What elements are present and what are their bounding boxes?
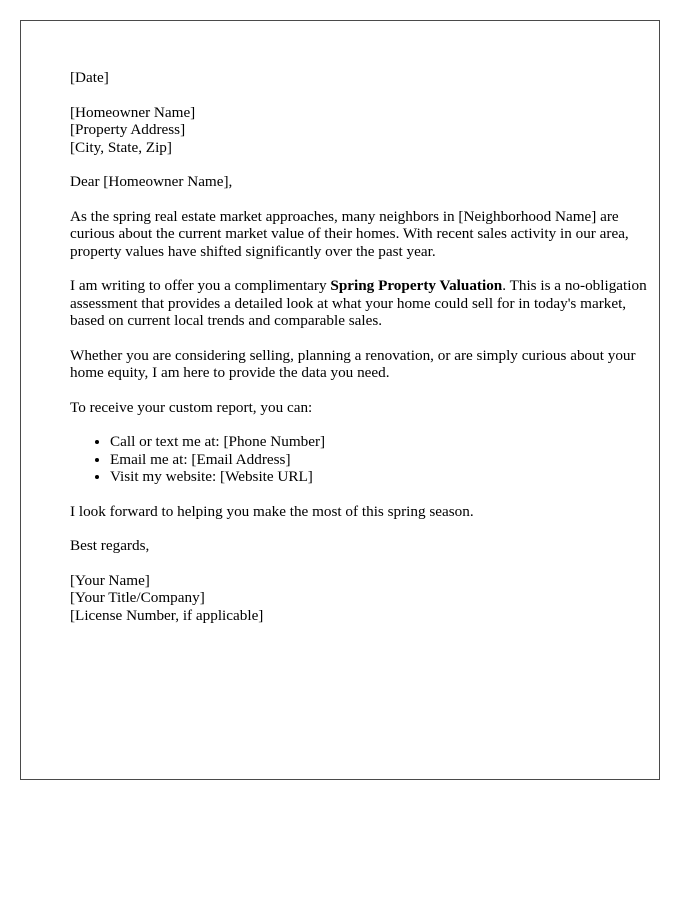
contact-methods-list xyxy=(70,433,660,486)
sender-name: [Your Name] xyxy=(70,571,150,589)
closing-paragraph: I look forward to helping you make the most of this spring season. xyxy=(70,502,474,520)
recipient-name: [Homeowner Name] xyxy=(70,103,196,121)
recipient-property-address: [Property Address] xyxy=(70,121,186,138)
recipient-address-block xyxy=(70,104,660,157)
sender-license: [License Number, if applicable] xyxy=(70,606,264,624)
salutation: Dear [Homeowner Name], xyxy=(70,173,233,190)
paragraph-market-intro: As the spring real estate market approaches, many neighbors in [Neighborhood Name] are curious about the current market value of their homes. With recent sales activity in our area, property values have shifted significantly over the past year. xyxy=(70,207,629,260)
offer-highlight: Spring Property Valuation xyxy=(330,277,503,294)
recipient-city-state-zip: [City, State, Zip] xyxy=(70,138,172,156)
paragraph-report-intro: To receive your custom report, you can: xyxy=(70,398,313,416)
contact-phone-item: • Call or text me at: [Phone Number] xyxy=(110,433,660,451)
paragraph-reasons: Whether you are considering selling, planning a renovation, or are simply curious about your home equity, I am here to provide the data you need. xyxy=(70,346,636,381)
contact-email-item: • Email me at: [Email Address] xyxy=(110,451,660,469)
sender-title-company: [Your Title/Company] xyxy=(70,589,205,606)
paragraph-offer xyxy=(70,277,660,330)
signature-block xyxy=(70,572,660,625)
letter-content xyxy=(70,69,660,624)
contact-website-item: • Visit my website: [Website URL] xyxy=(110,468,660,486)
sign-off: Best regards, xyxy=(70,537,150,554)
offer-text-before: I am writing to offer you a complimentary xyxy=(70,277,331,294)
letter-frame xyxy=(20,20,660,780)
letter-date: [Date] xyxy=(70,69,109,86)
offer-text-after: . This is a no-obligation assessment that provides a detailed look at what your home could sell for in today's market, based on current local trends and comparable sales. xyxy=(70,277,647,329)
